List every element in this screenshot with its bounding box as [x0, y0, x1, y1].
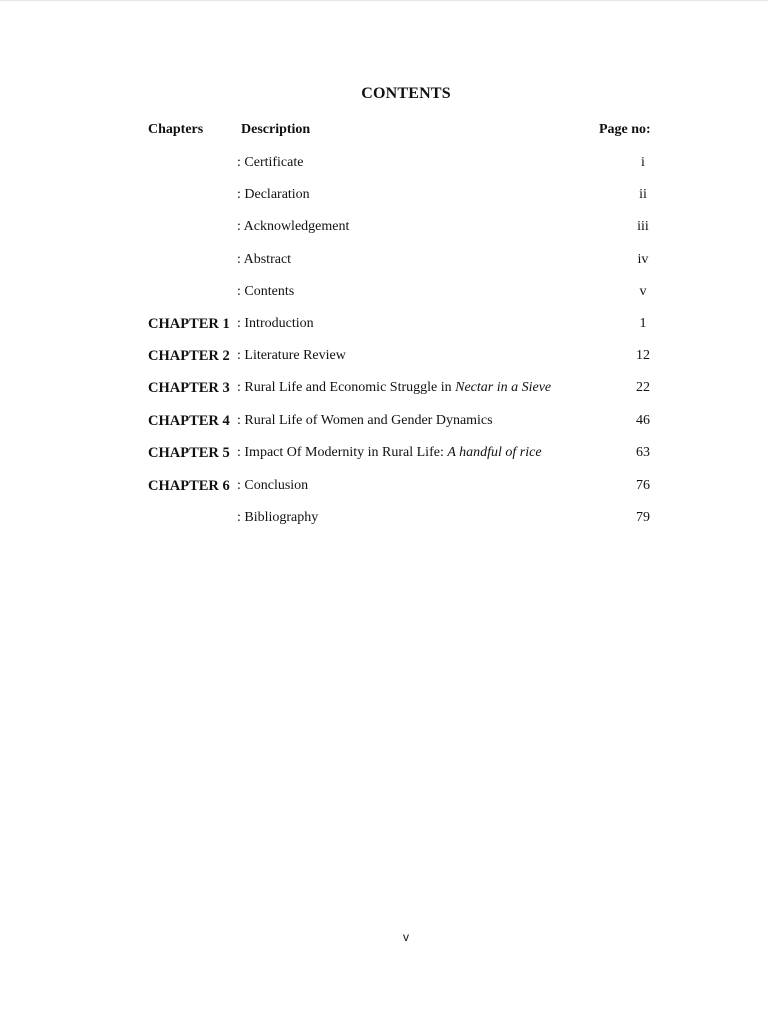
toc-description: : Rural Life and Economic Struggle in Nectar in a Sieve: [237, 380, 552, 395]
toc-page-number: iv: [637, 252, 649, 267]
toc-entry-abstract: [0, 252, 768, 272]
toc-chapter: CHAPTER 6: [148, 478, 230, 494]
toc-description: : Conclusion: [237, 478, 309, 493]
toc-page-number: 12: [636, 348, 650, 363]
header-page-no: Page no:: [599, 122, 651, 137]
toc-chapter: CHAPTER 2: [148, 348, 230, 364]
header-chapters: Chapters: [148, 122, 204, 137]
toc-entry-declaration: [0, 187, 768, 207]
page-top-border: [0, 0, 768, 1]
toc-page-number: 1: [639, 316, 647, 331]
toc-page-number: v: [639, 284, 647, 299]
toc-description: : Rural Life of Women and Gender Dynamics: [237, 413, 493, 428]
toc-description: : Introduction: [237, 316, 314, 331]
toc-page-number: 46: [636, 413, 650, 428]
toc-page-number: ii: [639, 187, 647, 202]
toc-page-number: 63: [636, 445, 650, 460]
toc-page-number: 79: [636, 510, 650, 525]
toc-entry-contents: [0, 284, 768, 304]
toc-description: : Certificate: [237, 155, 304, 170]
toc-description: : Abstract: [237, 252, 292, 267]
toc-entry-chapter-4: [0, 413, 768, 433]
toc-chapter: CHAPTER 4: [148, 413, 230, 429]
toc-entry-chapter-6: [0, 478, 768, 498]
toc-page-number: 76: [636, 478, 650, 493]
toc-description: : Declaration: [237, 187, 310, 202]
toc-entry-chapter-2: [0, 348, 768, 368]
toc-description: : Literature Review: [237, 348, 346, 363]
toc-description: : Acknowledgement: [237, 219, 350, 234]
toc-entry-chapter-1: [0, 316, 768, 336]
toc-description: : Bibliography: [237, 510, 319, 525]
toc-description: : Contents: [237, 284, 295, 299]
toc-page-number: 22: [636, 380, 650, 395]
toc-entry-chapter-3: [0, 380, 768, 400]
toc-chapter: CHAPTER 5: [148, 445, 230, 461]
header-description: Description: [241, 122, 311, 137]
toc-chapter: CHAPTER 1: [148, 316, 230, 332]
toc-chapter: CHAPTER 3: [148, 380, 230, 396]
page-title: CONTENTS: [361, 85, 451, 102]
footer-page-number: v: [403, 930, 409, 944]
toc-description: : Impact Of Modernity in Rural Life: A handful of rice: [237, 445, 542, 460]
toc-entry-acknowledgement: [0, 219, 768, 239]
toc-entry-chapter-5: [0, 445, 768, 465]
toc-page-number: iii: [637, 219, 649, 234]
toc-entry-certificate: [0, 155, 768, 175]
toc-entry-bibliography: [0, 510, 768, 530]
toc-page-number: i: [641, 155, 645, 170]
